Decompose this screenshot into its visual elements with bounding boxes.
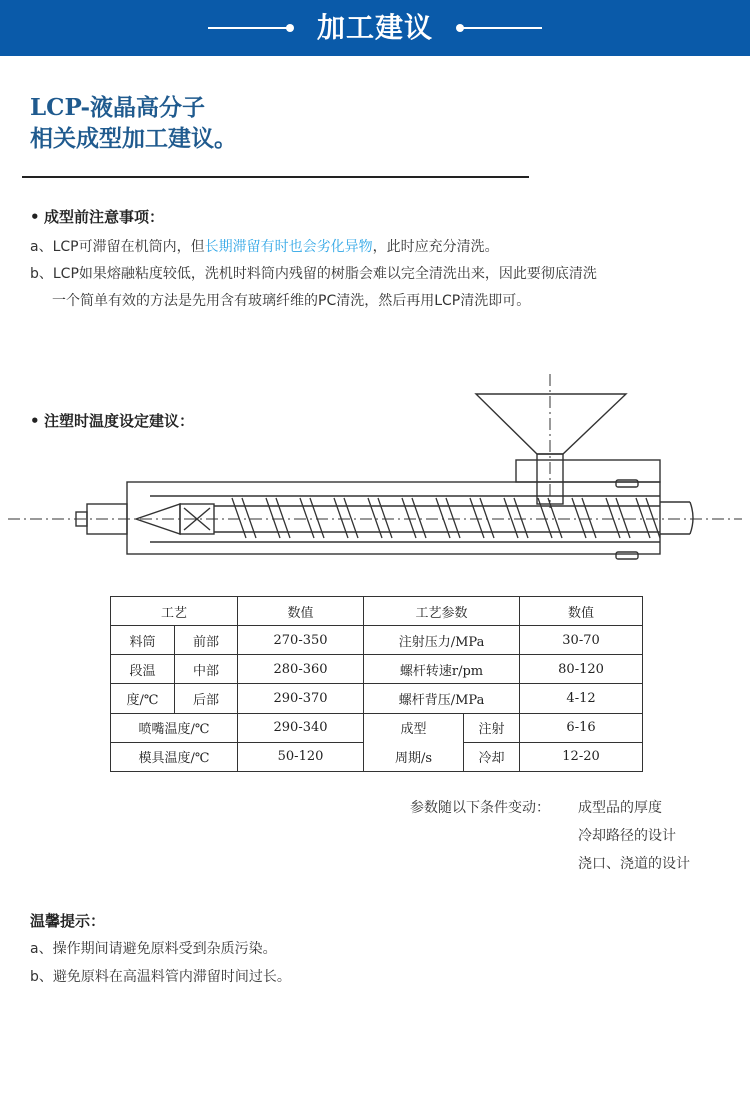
banner-title: 加工建议 [316,11,433,44]
table-row [111,597,643,626]
table-cell: 成型 [364,713,464,742]
heater-band-top [616,480,638,487]
section-pre-molding-title [30,206,164,228]
note-b-line-1: b、LCP如果熔融粘度较低，洗机时料筒内残留的树脂会难以完全清洗出来，因此要彻底清洗 [30,266,597,282]
table-cell: 喷嘴温度/℃ [111,713,238,742]
table-cell: 50-120 [238,742,364,771]
table-cell: 度/℃ [111,684,175,713]
section-title-text: 成型前注意事项： [44,208,165,226]
table-cell: 周期/s [364,742,464,771]
injection-machine-diagram [0,368,750,568]
header-banner [0,0,750,56]
section-title-text: 注塑时温度设定建议： [44,412,195,430]
variation-note-label: 参数随以下条件变动： [410,800,550,816]
variation-note-item: 冷却路径的设计 [578,828,676,844]
table-header-cell: 工艺 [111,597,238,626]
parameter-table [110,596,643,772]
table-cell: 6-16 [520,713,643,742]
banner-line-left [208,27,288,29]
table-row [111,626,643,655]
table-cell: 80-120 [520,655,643,684]
variation-note-item: 成型品的厚度 [578,800,662,816]
table-cell: 螺杆背压/MPa [364,684,520,713]
note-b-line-2: 一个简单有效的方法是先用含有玻璃纤维的PC清洗，然后再用LCP清洗即可。 [52,293,531,309]
table-cell: 280-360 [238,655,364,684]
bullet-dot: • [30,412,40,430]
table-cell: 270-350 [238,626,364,655]
heading-divider [22,176,529,178]
heading-line-2: 相关成型加工建议。 [30,125,237,152]
tips-title: 温馨提示： [30,912,106,930]
table-cell: 前部 [175,626,238,655]
table-row [111,713,643,742]
page-heading [30,92,237,154]
table-cell: 中部 [175,655,238,684]
table-cell: 290-370 [238,684,364,713]
table-cell: 290-340 [238,713,364,742]
table-cell: 注射 [464,713,520,742]
bullet-dot: • [30,208,40,226]
banner-line-right [462,27,542,29]
variation-note-item: 浇口、浇道的设计 [578,856,690,872]
table-header-cell: 工艺参数 [364,597,520,626]
barrel-outer [127,482,660,554]
table-cell: 4-12 [520,684,643,713]
table-cell: 注射压力/MPa [364,626,520,655]
hopper [476,394,626,454]
table-cell: 螺杆转速r/pm [364,655,520,684]
table-cell: 模具温度/℃ [111,742,238,771]
note-a-suffix: ，此时应充分清洗。 [372,239,499,255]
table-cell: 后部 [175,684,238,713]
note-a-highlight: 长期滞留有时也会劣化异物 [204,239,373,255]
heading-line-1: LCP-液晶高分子 [30,94,206,121]
table-cell: 冷却 [464,742,520,771]
table-header-cell: 数值 [238,597,364,626]
table-cell: 料筒 [111,626,175,655]
table-row [111,684,643,713]
banner-dot-left [286,24,294,32]
table-row [111,655,643,684]
tip-b: b、避免原料在高温料管内滞留时间过长。 [30,969,291,985]
table-row [111,742,643,771]
parameter-table-wrapper [110,596,642,772]
note-a [30,236,499,258]
table-cell: 12-20 [520,742,643,771]
note-a-prefix: a、LCP可滞留在机筒内，但 [30,239,205,255]
table-cell: 段温 [111,655,175,684]
table-header-cell: 数值 [520,597,643,626]
tip-a: a、操作期间请避免原料受到杂质污染。 [30,941,277,957]
heater-band-bottom [616,552,638,559]
table-cell: 30-70 [520,626,643,655]
